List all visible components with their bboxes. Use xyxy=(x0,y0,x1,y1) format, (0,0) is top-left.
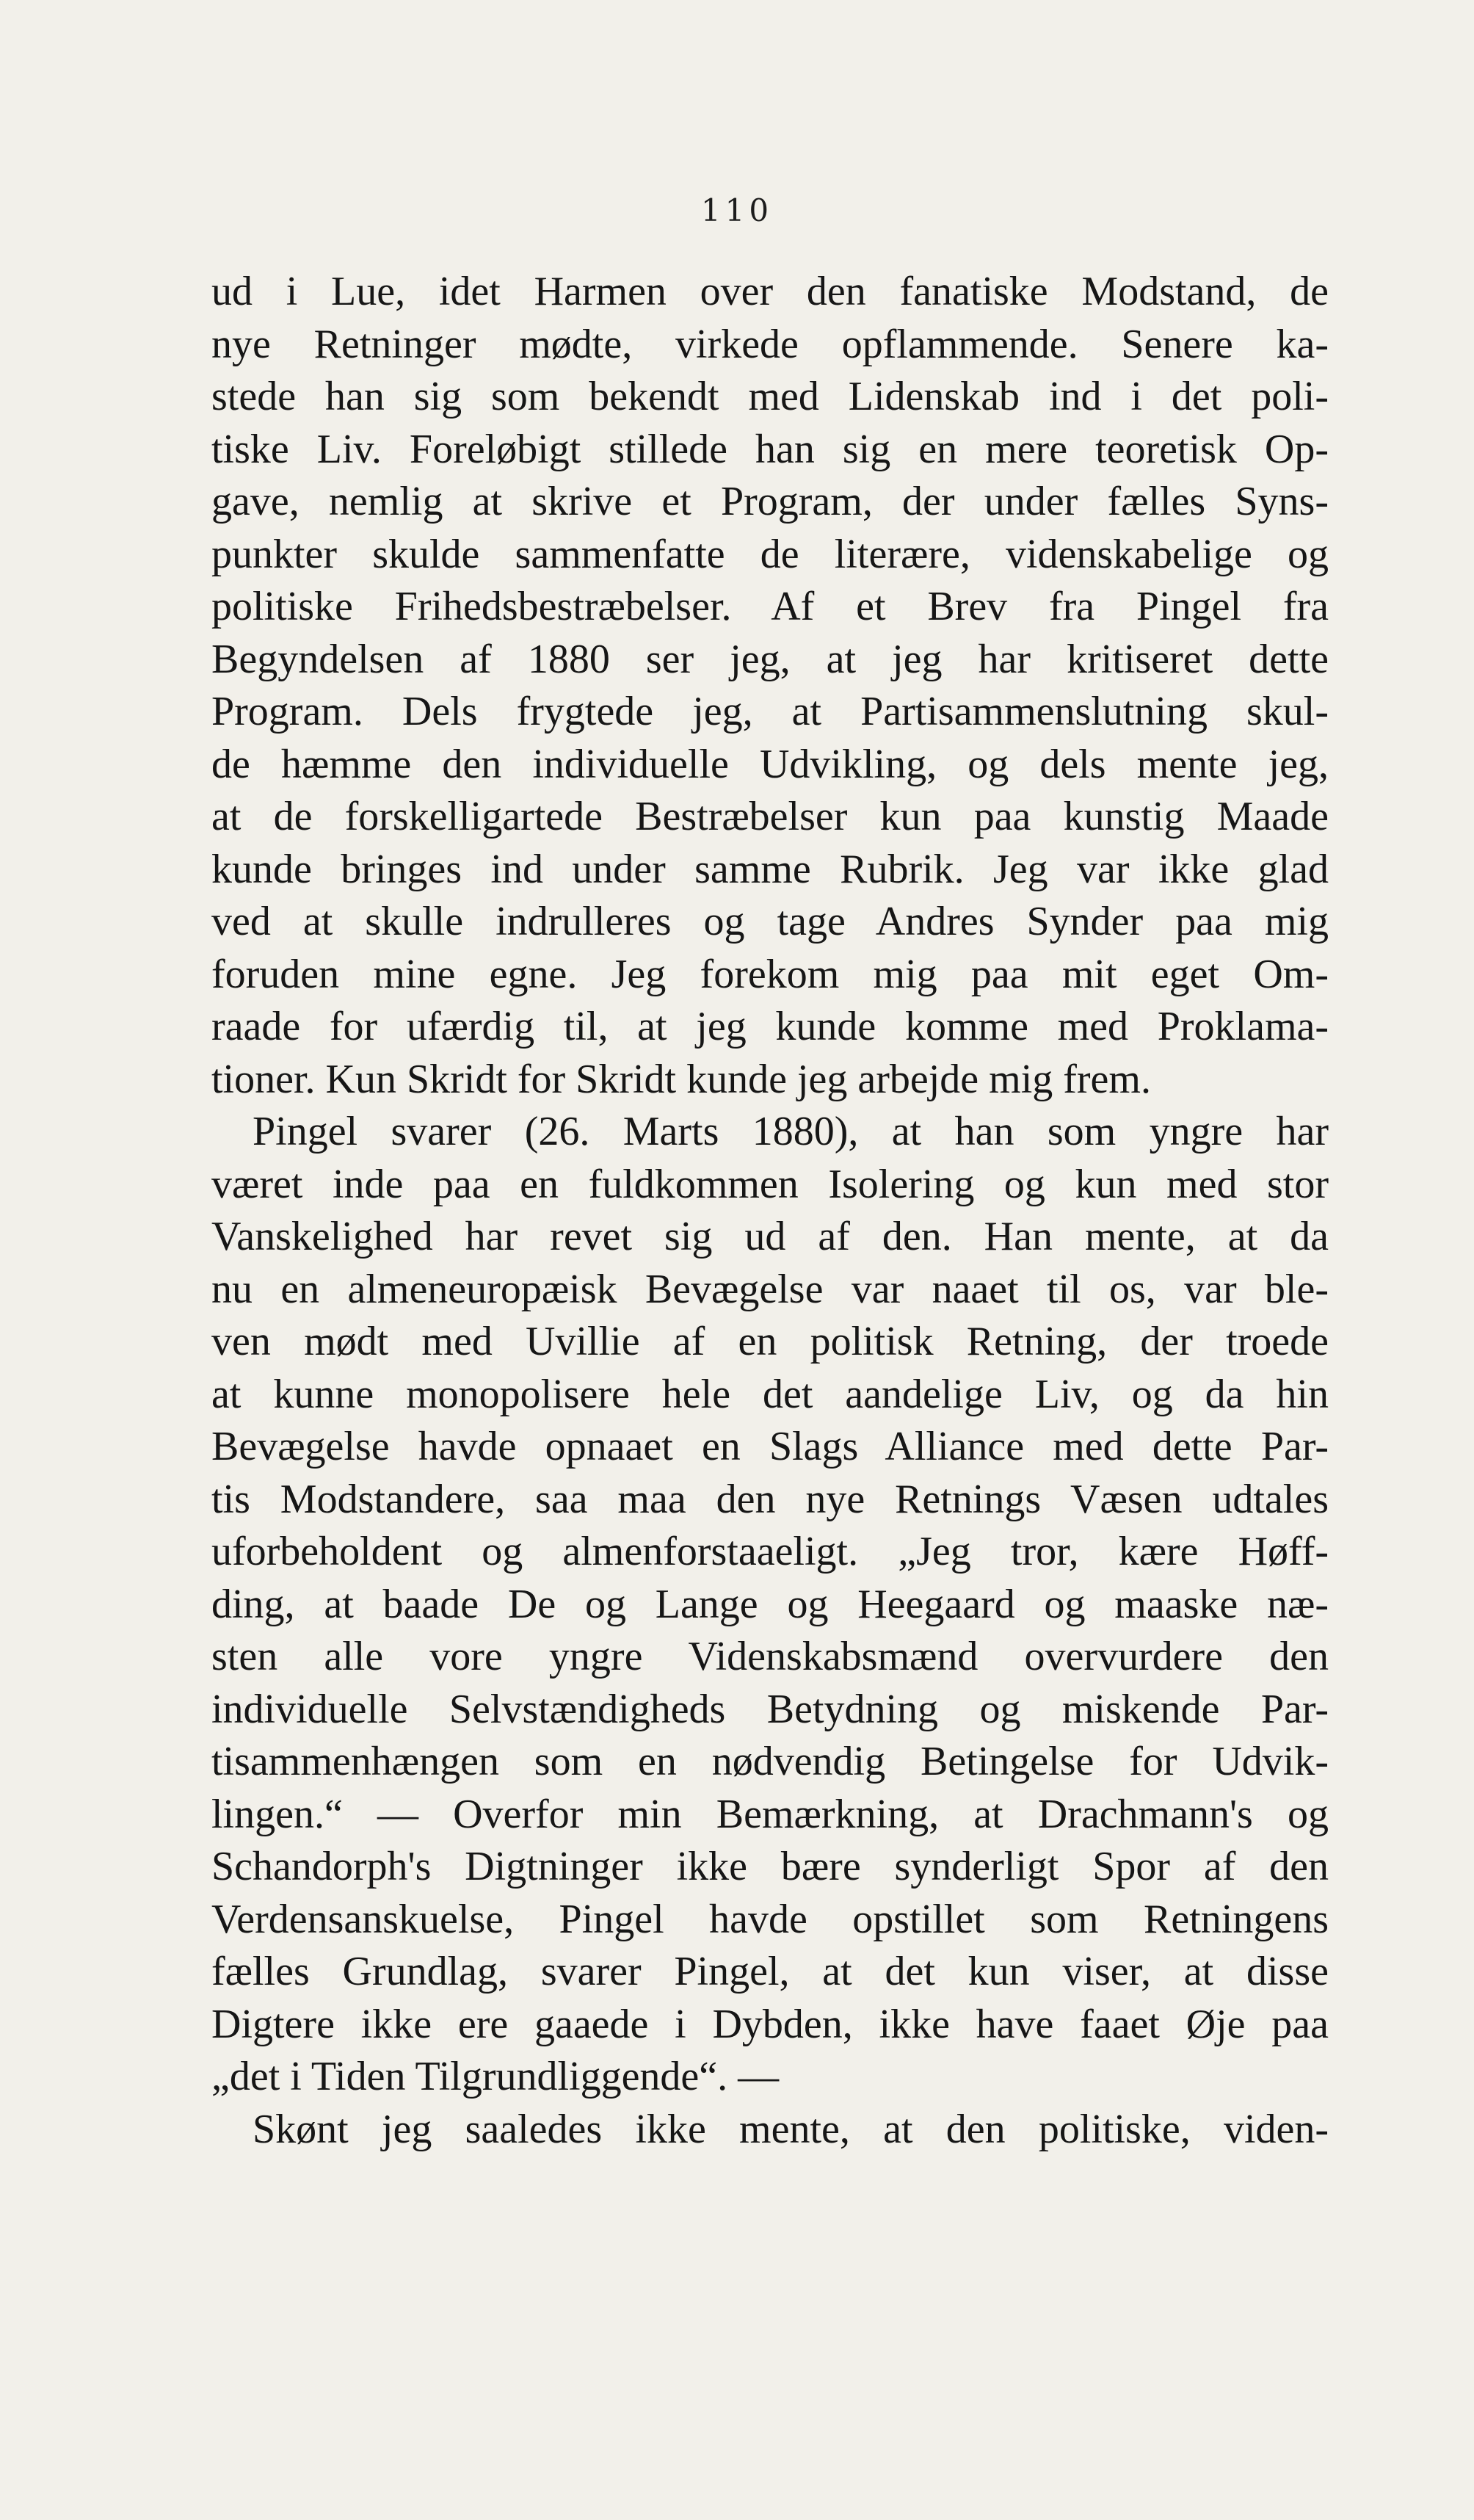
text-line: Digtere ikke ere gaaede i Dybden, ikke have faaet Øje paa xyxy=(211,2001,1329,2047)
text-line: ven mødt med Uvillie af en politisk Retning, der troede xyxy=(211,1319,1329,1364)
text-line: politiske Frihedsbestræbelser. Af et Brev fra Pingel fra xyxy=(211,584,1329,629)
page-number: 110 xyxy=(700,192,774,228)
text-line: sten alle vore yngre Videnskabsmænd overvurdere den xyxy=(211,1634,1329,1679)
text-line: uforbeholdent og almenforstaaeligt. „Jeg tror, kære Høff- xyxy=(211,1529,1329,1574)
text-line: ding, at baade De og Lange og Heegaard og maaske næ- xyxy=(211,1581,1329,1627)
text-line: lingen.“ — Overfor min Bemærkning, at Drachmann's og xyxy=(211,1791,1329,1837)
text-line: ud i Lue, idet Harmen over den fanatiske Modstand, de xyxy=(211,269,1329,314)
text-line: at kunne monopolisere hele det aandelige Liv, og da hin xyxy=(211,1371,1329,1417)
text-line: fælles Grundlag, svarer Pingel, at det kun viser, at disse xyxy=(211,1949,1329,1994)
text-line: tiske Liv. Foreløbigt stillede han sig en mere teoretisk Op- xyxy=(211,426,1329,472)
text-line: Begyndelsen af 1880 ser jeg, at jeg har kritiseret dette xyxy=(211,636,1329,682)
text-line: Schandorph's Digtninger ikke bære synderligt Spor af den xyxy=(211,1844,1329,1889)
text-line: punkter skulde sammenfatte de literære, videnskabelige og xyxy=(211,531,1329,577)
text-line: raade for ufærdig til, at jeg kunde komme med Proklama- xyxy=(211,1004,1329,1049)
text-line: stede han sig som bekendt med Lidenskab ind i det poli- xyxy=(211,374,1329,419)
body-text xyxy=(211,266,1329,2156)
text-line: Pingel svarer (26. Marts 1880), at han som yngre har xyxy=(253,1109,1329,1154)
text-line: nye Retninger mødte, virkede opflammende. Senere ka- xyxy=(211,321,1329,367)
text-line: foruden mine egne. Jeg forekom mig paa mit eget Om- xyxy=(211,951,1329,997)
text-line: at de forskelligartede Bestræbelser kun paa kunstig Maade xyxy=(211,794,1329,839)
text-line: været inde paa en fuldkommen Isolering og kun med stor xyxy=(211,1161,1329,1207)
text-line: tis Modstandere, saa maa den nye Retnings Væsen udtales xyxy=(211,1476,1329,1522)
text-line: individuelle Selvstændigheds Betydning og miskende Par- xyxy=(211,1686,1329,1732)
text-line: tioner. Kun Skridt for Skridt kunde jeg arbejde mig frem. xyxy=(211,1056,1151,1102)
text-line: Program. Dels frygtede jeg, at Partisammenslutning skul- xyxy=(211,689,1329,734)
text-line: de hæmme den individuelle Udvikling, og dels mente jeg, xyxy=(211,741,1329,787)
text-line: „det i Tiden Tilgrundliggende“. — xyxy=(211,2054,780,2099)
text-line: Vanskelighed har revet sig ud af den. Han mente, at da xyxy=(211,1214,1329,1259)
text-line: Verdensanskuelse, Pingel havde opstillet som Retningens xyxy=(211,1896,1329,1942)
text-line: gave, nemlig at skrive et Program, der under fælles Syns- xyxy=(211,479,1329,524)
text-line: nu en almeneuropæisk Bevægelse var naaet til os, var ble- xyxy=(211,1266,1329,1312)
text-line: Bevægelse havde opnaaet en Slags Alliance med dette Par- xyxy=(211,1424,1329,1469)
text-line: Skønt jeg saaledes ikke mente, at den politiske, viden- xyxy=(253,2106,1329,2152)
text-line: ved at skulle indrulleres og tage Andres Synder paa mig xyxy=(211,899,1329,944)
text-line: kunde bringes ind under samme Rubrik. Jeg var ikke glad xyxy=(211,846,1329,892)
text-line: tisammenhængen som en nødvendig Betingelse for Udvik- xyxy=(211,1739,1329,1784)
